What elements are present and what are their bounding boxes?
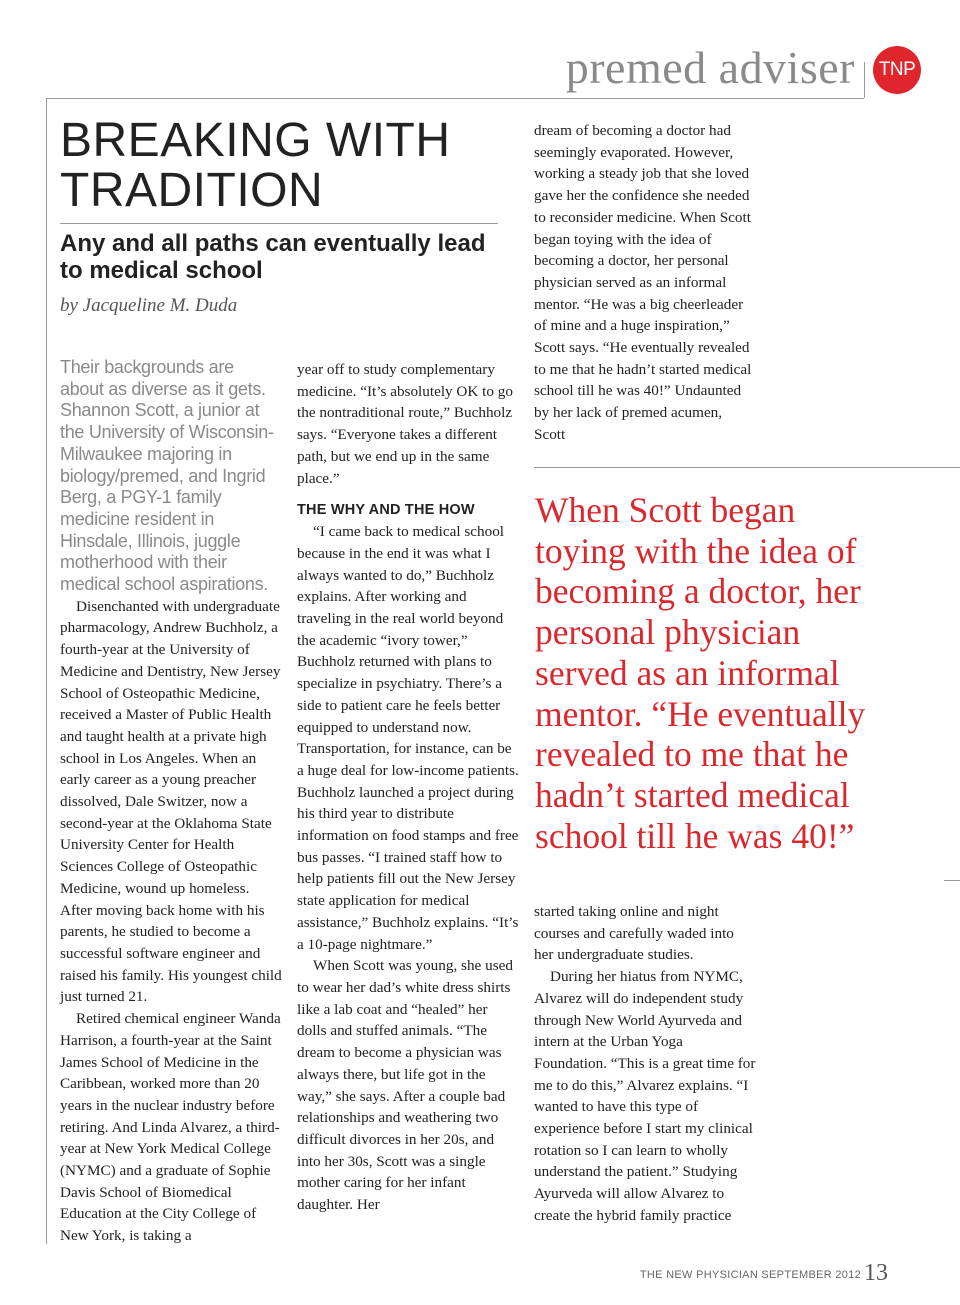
pullquote-rule — [534, 467, 960, 468]
page-number: 13 — [864, 1260, 888, 1286]
tnp-logo-badge: TNP — [873, 46, 921, 94]
body-paragraph: When Scott was young, she used to wear her dad’s white dress shirts like a lab coat and “healed” her dolls and stuffed animals. “The dream to become a physician was always there, but life got in the way,” she says. After a couple bad relationships and weathering two difficult divorces in her 20s, and into her 30s, Scott was a single mother caring for her infant daughter. Her — [297, 957, 513, 1214]
body-paragraph: “I came back to medical school because in the end it was what I always wanted to do,” Buchholz explains. After working and traveling in the real world beyond the academic “ivory tower,” Buchholz returned with plans to specialize in psychiatry. There’s a side to patient care he feels better equipped to understand now. Transportation, for instance, can be a huge deal for low-income patients. Buchholz launched a project during his third year to distribute information on food stamps and free bus passes. “I trained staff how to help patients fill out the New Jersey state application for medical assistance,” Buchholz explains. “It’s a 10-page nightmare.” — [297, 523, 519, 953]
body-column-2 — [297, 359, 519, 1216]
footer-publication: THE NEW PHYSICIAN SEPTEMBER 2012 — [639, 1269, 861, 1281]
headline-line-1: BREAKING WITH — [60, 114, 451, 167]
body-paragraph: Disenchanted with undergraduate pharmacology, Andrew Buchholz, a fourth-year at the University of Medicine and Dentistry, New Jersey School of Osteopathic Medicine, received a Master of Public Health and taught health at a private high school in Los Angeles. When an early career as a young preacher dissolved, Dale Switzer, now a second-year at the Oklahoma State University Center for Health Sciences College of Osteopathic Medicine, wound up homeless. After moving back home with his parents, he studied to become a successful software engineer and raised his family. His youngest child just turned 21. — [60, 597, 282, 1006]
top-rule — [46, 98, 864, 99]
left-rule — [46, 98, 47, 1244]
body-column-1 — [60, 357, 282, 1247]
body-column-3-bottom — [534, 901, 756, 1227]
article-byline: by Jacqueline M. Duda — [60, 295, 238, 316]
headline-rule — [60, 223, 498, 224]
body-column-3-top — [534, 120, 756, 446]
body-paragraph: dream of becoming a doctor had seemingly evaporated. However, working a steady job that she loved gave her the confidence she needed to reconsider medicine. When Scott began toying with the idea of becoming a doctor, her personal physician served as an informal mentor. “He was a big cheerleader of mine and a huge inspiration,” Scott says. “He eventually revealed to me that he hadn’t started medical school till he was 40!” Undaunted by her lack of premed acumen, Scott — [534, 122, 752, 443]
pull-quote: When Scott began toying with the idea of becoming a doctor, her personal physician served as an informal mentor. “He eventually revealed to me that he hadn’t started medical school till he was 40!” — [535, 490, 866, 856]
body-paragraph: During her hiatus from NYMC, Alvarez will do independent study through New World Ayurveda and intern at the Urban Yoga Foundation. “This is a great time for me to do this,” Alvarez explains. “I wanted to have this type of experience before I start my clinical rotation so I can learn to wholly understand the patient.” Studying Ayurveda will allow Alvarez to create the hybrid family practice — [534, 968, 756, 1224]
headline-line-2: TRADITION — [60, 164, 324, 217]
body-paragraph: started taking online and night courses and carefully waded into her undergraduate studies. — [534, 903, 734, 964]
section-heading: THE WHY AND THE HOW — [297, 502, 475, 519]
body-paragraph: Retired chemical engineer Wanda Harrison, a fourth-year at the Saint James School of Medicine in the Caribbean, worked more than 20 years in the nuclear industry before retiring. And Linda Alvarez, a third-year at New York Medical College (NYMC) and a graduate of Sophie Davis School of Biomedical Education at the City College of New York, is taking a — [60, 1010, 281, 1245]
section-title: premed adviser — [565, 42, 855, 93]
lead-paragraph: Their backgrounds are about as diverse as it gets. Shannon Scott, a junior at the University of Wisconsin-Milwaukee majoring in biology/premed, and Ingrid Berg, a PGY-1 family medicine resident in Hinsdale, Illinois, juggle motherhood with their medical school aspirations. — [60, 357, 274, 595]
article-headline — [60, 116, 500, 216]
header-divider — [864, 62, 865, 98]
pullquote-bottom-rule — [944, 880, 960, 881]
article-subhead: Any and all paths can eventually lead to medical school — [60, 230, 486, 284]
body-paragraph: year off to study complementary medicine. “It’s absolutely OK to go the nontraditional route,” Buchholz says. “Everyone takes a different path, but we end up in the same place.” — [297, 361, 513, 487]
